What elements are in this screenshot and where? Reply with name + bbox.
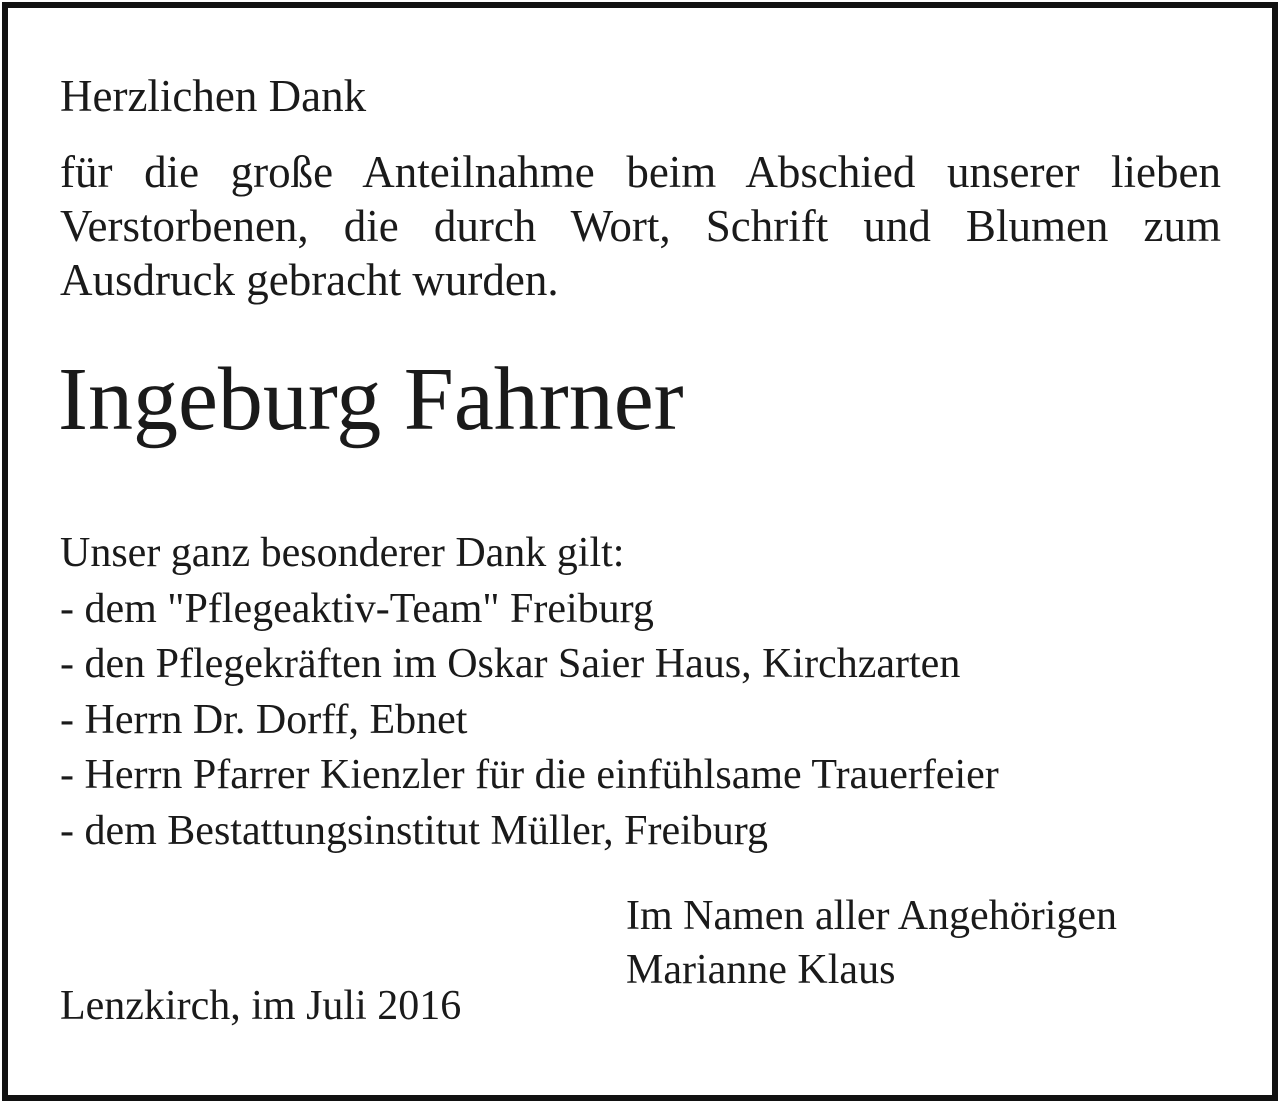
signature-name: Marianne Klaus xyxy=(626,947,896,993)
thanks-item: - Herrn Pfarrer Kienzler für die einfühlsame Trauerfeier xyxy=(60,752,999,798)
intro-line: für die große Anteilnahme beim Abschied unserer lieben xyxy=(60,147,1221,197)
signature-line: Im Namen aller Angehörigen xyxy=(626,893,1117,939)
notice-heading: Herzlichen Dank xyxy=(60,71,367,121)
place-date: Lenzkirch, im Juli 2016 xyxy=(60,983,462,1029)
intro-line: Verstorbenen, die durch Wort, Schrift und Blumen zum xyxy=(60,201,1221,251)
thanks-item: - den Pflegekräften im Oskar Saier Haus, Kirchzarten xyxy=(60,641,961,687)
thanks-item: - Herrn Dr. Dorff, Ebnet xyxy=(60,697,468,743)
intro-line: Ausdruck gebracht wurden. xyxy=(60,255,559,305)
deceased-name: Ingeburg Fahrner xyxy=(58,350,684,449)
thanks-heading: Unser ganz besonderer Dank gilt: xyxy=(60,530,625,576)
thanks-item: - dem Bestattungsinstitut Müller, Freiburg xyxy=(60,808,768,854)
thanks-item: - dem "Pflegeaktiv-Team" Freiburg xyxy=(60,586,654,632)
